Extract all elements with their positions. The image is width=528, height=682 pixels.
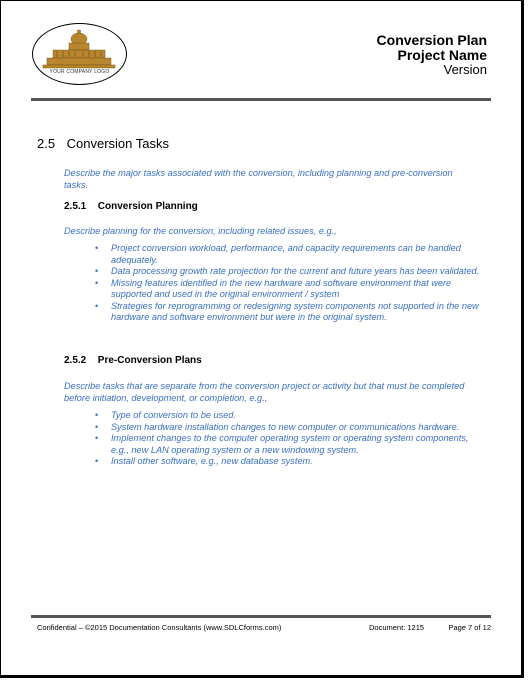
list-item: • Install other software, e.g., new database system.	[95, 456, 485, 468]
subsection-heading-preconversion	[64, 355, 202, 366]
list-item: • System hardware installation changes to new computer or communications hardware.	[95, 422, 485, 434]
planning-bullet-list	[95, 243, 485, 324]
footer-page-number: Page 7 of 12	[448, 623, 491, 632]
list-item: • Missing features identified in the new hardware and software environment that were supported and used in the original environment / system	[95, 278, 485, 301]
document-title: Conversion Plan	[376, 32, 487, 48]
footer-rule	[31, 615, 491, 618]
list-item: • Project conversion workload, performance, and capacity requirements can be handled adequately.	[95, 243, 485, 266]
subsection-number: 2.5.1	[64, 201, 87, 212]
header-rule	[31, 98, 491, 101]
version-label: Version	[443, 62, 487, 77]
list-item: • Implement changes to the computer operating system or operating system components, e.g., new LAN operating system or a new windowing system.	[95, 433, 485, 456]
list-item: • Data processing growth rate projection for the current and future years has been validated.	[95, 266, 485, 278]
project-name: Project Name	[397, 47, 487, 63]
section-intro: Describe the major tasks associated with the conversion, including planning and pre-conversion tasks.	[64, 168, 453, 190]
footer-document-number: Document: 1215	[369, 623, 425, 632]
list-item: • Type of conversion to be used.	[95, 410, 485, 422]
subsection-heading-planning	[64, 201, 198, 212]
preconversion-bullet-list	[95, 410, 485, 468]
company-logo	[32, 23, 127, 85]
subsection-title: Pre-Conversion Plans	[97, 355, 202, 366]
section-number: 2.5	[37, 136, 56, 151]
footer-confidential: Confidential – ©2015 Documentation Consultants (www.SDLCforms.com)	[37, 623, 282, 632]
subsection-intro-preconversion: Describe tasks that are separate from the conversion project or activity but that must be completed before initiation, development, or completion, e.g.,	[64, 381, 465, 403]
subsection-title: Conversion Planning	[97, 201, 198, 212]
subsection-intro-planning: Describe planning for the conversion, including related issues, e.g.,	[64, 226, 337, 236]
section-title: Conversion Tasks	[66, 136, 169, 151]
subsection-number: 2.5.2	[64, 355, 87, 366]
section-heading	[37, 136, 169, 151]
list-item: • Strategies for reprogramming or redesigning system components not supported in the new hardware and software environment but were in the original system.	[95, 301, 485, 324]
logo-text: YOUR COMPANY LOGO	[49, 69, 110, 75]
